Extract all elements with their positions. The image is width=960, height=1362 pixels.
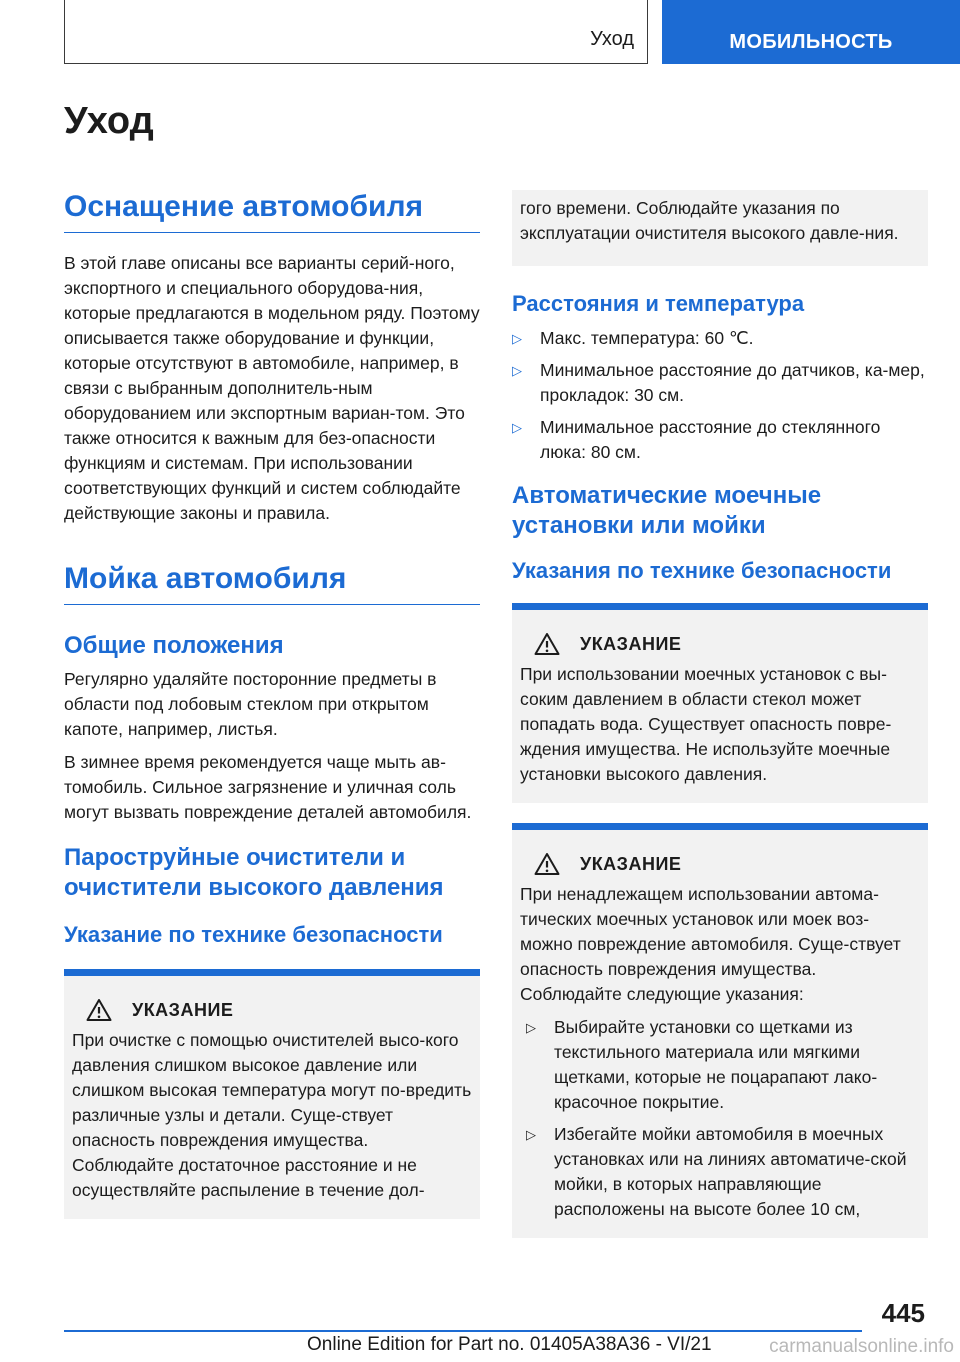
watermark: carmanualsonline.info bbox=[769, 1336, 954, 1357]
list-item: ▷ Макс. температура: 60 ℃. bbox=[512, 326, 928, 351]
heading-automatic-washes: Автоматические моечные установки или мойки bbox=[512, 482, 822, 539]
warning-text: При ненадлежащем использовании автома-тических моечных установок или моек воз-можно повреждение автомобиля. Суще-ствует опасность повреждения имущества. Соблюдайте следующие указания: bbox=[520, 884, 901, 1004]
warning-triangle-icon bbox=[534, 632, 560, 656]
list-item: ▷ Минимальное расстояние до стеклянного люка: 80 см. bbox=[512, 417, 881, 462]
left-column bbox=[64, 190, 480, 1219]
warning-triangle-icon bbox=[86, 998, 112, 1022]
triangle-bullet-icon: ▷ bbox=[512, 331, 522, 346]
page-title: Уход bbox=[64, 100, 154, 142]
footer-rule bbox=[64, 1330, 862, 1332]
heading-general: Общие положения bbox=[64, 632, 284, 659]
header-chapter-tab[interactable]: МОБИЛЬНОСТЬ bbox=[662, 0, 960, 64]
footer-edition: Online Edition for Part no. 01405A38A36 - VI/21 bbox=[307, 1334, 712, 1355]
warning-header bbox=[72, 998, 472, 1022]
warning-box-continuation bbox=[512, 190, 928, 266]
warning-text: При использовании моечных установок с вы-соким давлением в области стекол может попадать вода. Существует опасность повре-ждения имущества. Не используйте моечные установки высокого давления. bbox=[520, 664, 892, 784]
list-item: ▷ Минимальное расстояние до датчиков, ка-мер, прокладок: 30 см. bbox=[512, 360, 925, 405]
warning-box-pressure bbox=[64, 969, 480, 1219]
heading-safety-note: Указание по технике безопасности bbox=[64, 922, 443, 947]
paragraph-equipment: В этой главе описаны все варианты серий-ного, экспортного и специального оборудова-ния, которые предлагаются в модельном ряду. Поэтому описывается также оборудование и функции, которые отсутствуют в автомобиле, например, в связи с выбранным дополнитель-ным оборудованием или экспортным вариан-том. Это также относится к важным для без-опасности функциям и системам. При использовании соответствующих функций и систем соблюдайте действующие законы и правила. bbox=[64, 253, 480, 523]
distances-list bbox=[512, 326, 928, 465]
header-box bbox=[64, 0, 648, 64]
paragraph-general-1: Регулярно удаляйте посторонние предметы в области под лобовым стеклом при открытом капоте, например, листья. bbox=[64, 669, 437, 739]
heading-steam-cleaners: Пароструйные очистители и очистители высокого давления bbox=[64, 844, 444, 901]
list-item: ▷ Выбирайте установки со щетками из текстильного материала или мягкими щетками, которые не поцарапают лако-красочное покрытие. bbox=[526, 1017, 878, 1112]
heading-safety-notes: Указания по технике безопасности bbox=[512, 558, 892, 583]
warning-box-automatic-wash bbox=[512, 823, 928, 1238]
warning-box-high-pressure bbox=[512, 603, 928, 803]
right-column bbox=[512, 190, 928, 1238]
heading-car-wash: Мойка автомобиля bbox=[64, 562, 480, 605]
header-section-label: Уход bbox=[590, 28, 634, 50]
warning-title: УКАЗАНИЕ bbox=[132, 999, 234, 1020]
page-number: 445 bbox=[881, 1298, 925, 1328]
triangle-bullet-icon: ▷ bbox=[512, 363, 522, 378]
warning-continuation-text: гого времени. Соблюдайте указания по эксплуатации очистителя высокого давле-ния. bbox=[520, 198, 899, 243]
triangle-bullet-icon: ▷ bbox=[512, 420, 522, 435]
warning-text: При очистке с помощью очистителей высо-кого давления слишком высокое давление или слишком высокая температура могут по-вредить различные узлы и детали. Суще-ствует опасность повреждения имущества. Соблюдайте достаточное расстояние и не осуществляйте распыление в течение дол- bbox=[72, 1030, 472, 1200]
triangle-bullet-icon: ▷ bbox=[526, 1127, 536, 1142]
warning-title: УКАЗАНИЕ bbox=[580, 633, 682, 654]
warning-header bbox=[520, 632, 920, 656]
warning-list bbox=[520, 1015, 920, 1222]
heading-equipment: Оснащение автомобиля bbox=[64, 190, 480, 233]
triangle-bullet-icon: ▷ bbox=[526, 1020, 536, 1035]
warning-header bbox=[520, 852, 920, 876]
heading-distances: Расстояния и температура bbox=[512, 291, 805, 316]
paragraph-general-2: В зимнее время рекомендуется чаще мыть ав-томобиль. Сильное загрязнение и уличная соль могут вызвать повреждение деталей автомобиля. bbox=[64, 752, 472, 822]
list-item: ▷ Избегайте мойки автомобиля в моечных установках или на линиях автоматиче-ской мойки, в которых направляющие расположены на высоте более 10 см, bbox=[526, 1124, 907, 1219]
warning-title: УКАЗАНИЕ bbox=[580, 853, 682, 874]
warning-triangle-icon bbox=[534, 852, 560, 876]
